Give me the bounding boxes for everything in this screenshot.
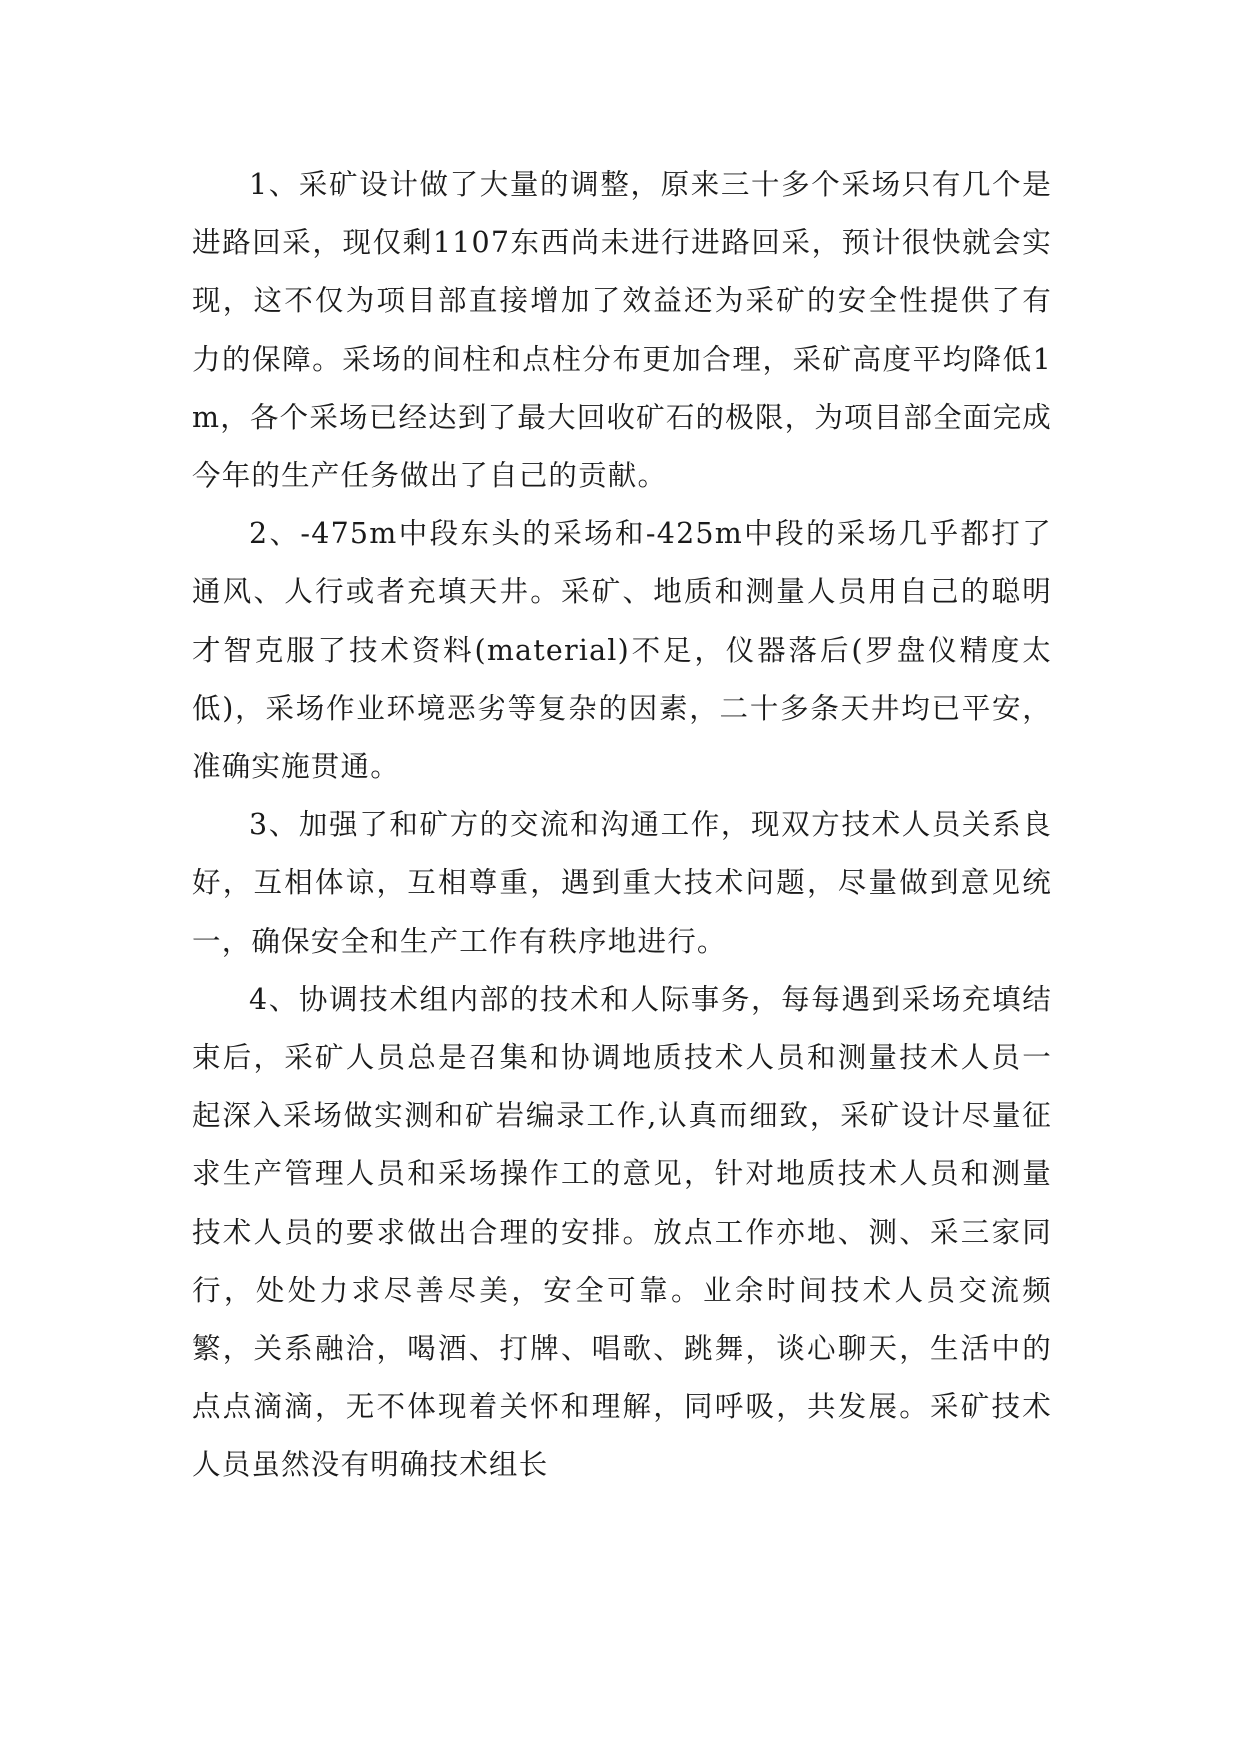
document-page	[192, 156, 1052, 1495]
paragraph-2: 2、-475m中段东头的采场和-425m中段的采场几乎都打了通风、人行或者充填天井。采矿、地质和测量人员用自己的聪明才智克服了技术资料(material)不足，仪器落后(罗盘仪精度太低)，采场作业环境恶劣等复杂的因素，二十多条天井均已平安，准确实施贯通。	[192, 517, 1052, 784]
paragraph-3: 3、加强了和矿方的交流和沟通工作，现双方技术人员关系良好，互相体谅，互相尊重，遇到重大技术问题，尽量做到意见统一，确保安全和生产工作有秩序地进行。	[192, 808, 1052, 958]
paragraph-4: 4、协调技术组内部的技术和人际事务，每每遇到采场充填结束后，采矿人员总是召集和协调地质技术人员和测量技术人员一起深入采场做实测和矿岩编录工作,认真而细致，采矿设计尽量征求生产管理人员和采场操作工的意见，针对地质技术人员和测量技术人员的要求做出合理的安排。放点工作亦地、测、采三家同行，处处力求尽善尽美，安全可靠。业余时间技术人员交流频繁，关系融洽，喝酒、打牌、唱歌、跳舞，谈心聊天，生活中的点点滴滴，无不体现着关怀和理解，同呼吸，共发展。采矿技术人员虽然没有明确技术组长	[192, 982, 1052, 1482]
paragraph-1: 1、采矿设计做了大量的调整，原来三十多个采场只有几个是进路回采，现仅剩1107东西尚未进行进路回采，预计很快就会实现，这不仅为项目部直接增加了效益还为采矿的安全性提供了有力的保障。采场的间柱和点柱分布更加合理，采矿高度平均降低1m，各个采场已经达到了最大回收矿石的极限，为项目部全面完成今年的生产任务做出了自己的贡献。	[192, 168, 1052, 493]
